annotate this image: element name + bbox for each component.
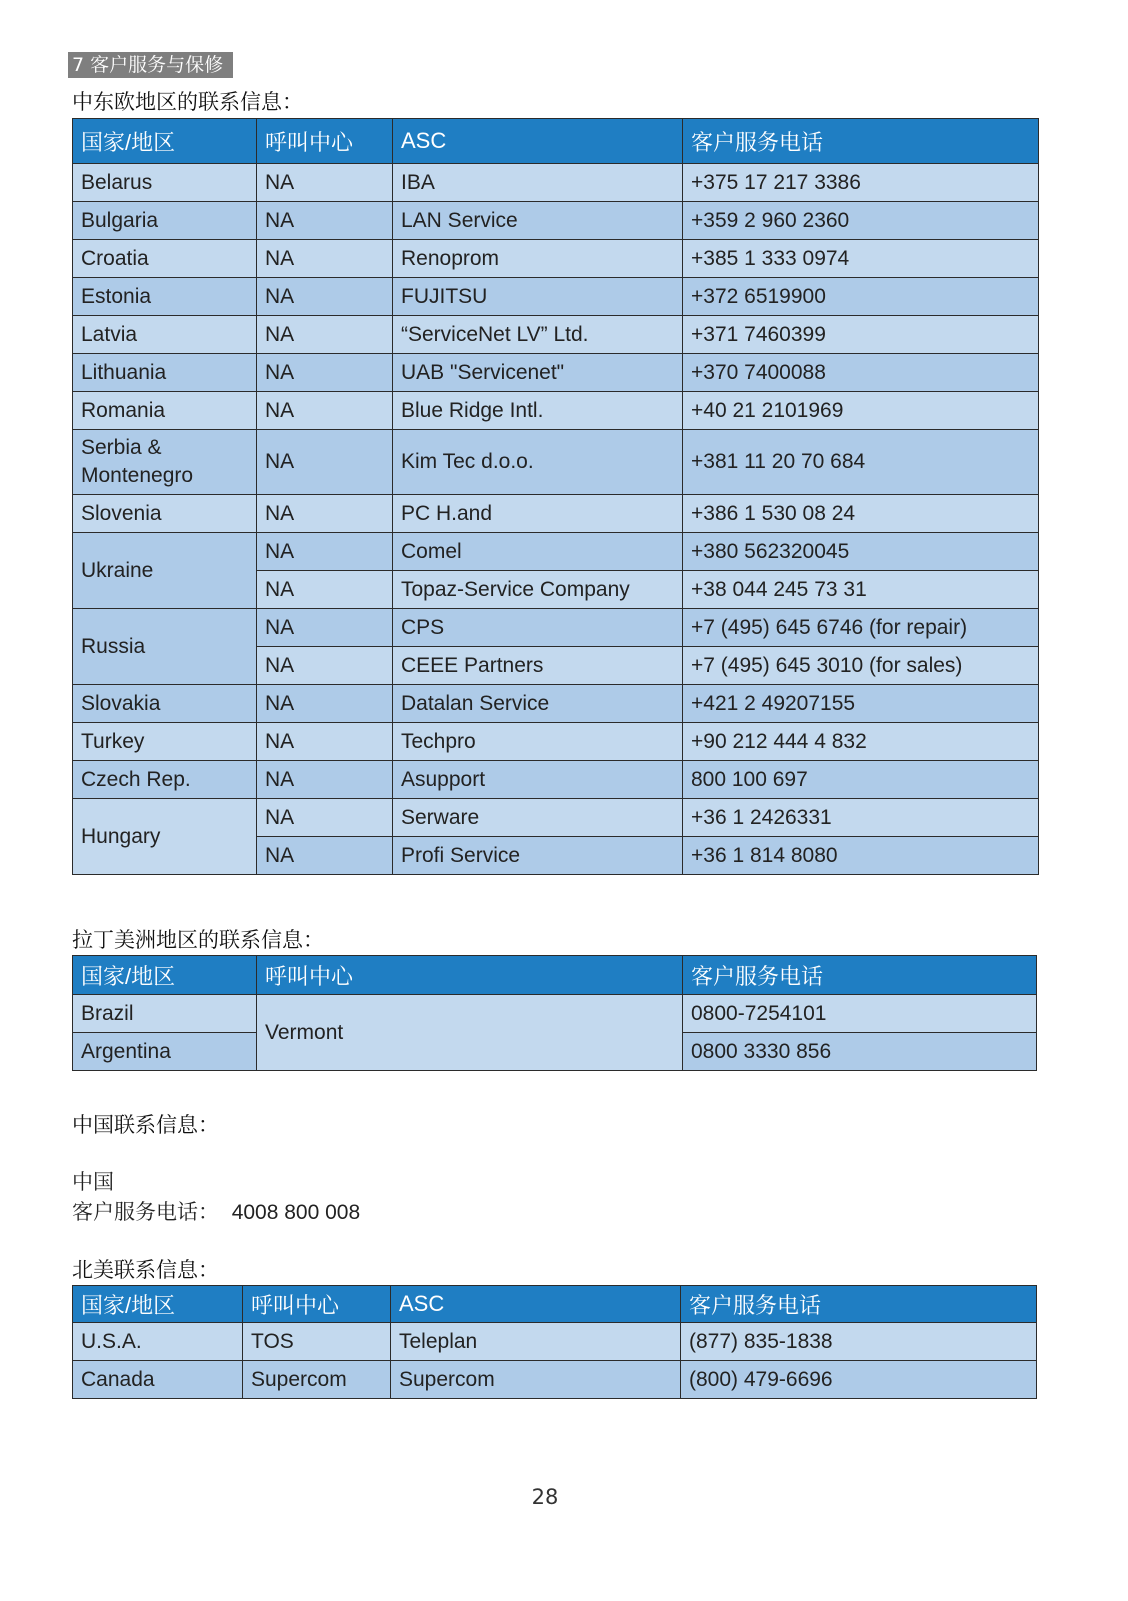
col-header-country: 国家/地区 (73, 1286, 243, 1323)
latam-contact-table (72, 955, 1037, 1071)
table-row (73, 685, 1039, 723)
call-center-cell: Supercom (243, 1361, 391, 1399)
table-row (73, 1361, 1037, 1399)
table-row (73, 316, 1039, 354)
phone-cell: +381 11 20 70 684 (683, 430, 1039, 495)
call-center-cell: TOS (243, 1323, 391, 1361)
phone-cell: +372 6519900 (683, 278, 1039, 316)
call-center-cell: NA (257, 354, 393, 392)
phone-cell: +36 1 814 8080 (683, 837, 1039, 875)
country-cell: Romania (73, 392, 257, 430)
call-center-cell: NA (257, 430, 393, 495)
phone-cell: 0800-7254101 (683, 995, 1037, 1033)
phone-cell: +421 2 49207155 (683, 685, 1039, 723)
phone-cell: 0800 3330 856 (683, 1033, 1037, 1071)
call-center-cell: NA (257, 164, 393, 202)
phone-cell: +359 2 960 2360 (683, 202, 1039, 240)
asc-cell: Datalan Service (393, 685, 683, 723)
asc-cell: Techpro (393, 723, 683, 761)
asc-cell: Renoprom (393, 240, 683, 278)
phone-cell: +371 7460399 (683, 316, 1039, 354)
asc-cell: FUJITSU (393, 278, 683, 316)
phone-cell: (800) 479-6696 (681, 1361, 1037, 1399)
country-cell: Lithuania (73, 354, 257, 392)
asc-cell: Teleplan (391, 1323, 681, 1361)
chapter-tag: 7 客户服务与保修 (68, 52, 233, 78)
col-header-call-center: 呼叫中心 (243, 1286, 391, 1323)
cee-contact-table (72, 118, 1039, 875)
call-center-cell: NA (257, 571, 393, 609)
cee-table-body (73, 164, 1039, 875)
call-center-cell: NA (257, 533, 393, 571)
country-cell: Belarus (73, 164, 257, 202)
asc-cell: Blue Ridge Intl. (393, 392, 683, 430)
phone-cell: +7 (495) 645 6746 (for repair) (683, 609, 1039, 647)
call-center-cell: NA (257, 316, 393, 354)
asc-cell: Topaz-Service Company (393, 571, 683, 609)
col-header-phone: 客户服务电话 (681, 1286, 1037, 1323)
col-header-call-center: 呼叫中心 (257, 119, 393, 164)
table-row (73, 164, 1039, 202)
call-center-cell: NA (257, 392, 393, 430)
china-phone-label: 客户服务电话： (72, 1200, 219, 1224)
table-row (73, 761, 1039, 799)
country-cell: Croatia (73, 240, 257, 278)
cee-section-title: 中东欧地区的联系信息： (72, 90, 303, 114)
country-cell: U.S.A. (73, 1323, 243, 1361)
phone-cell: +385 1 333 0974 (683, 240, 1039, 278)
asc-cell: Asupport (393, 761, 683, 799)
china-section-title: 中国联系信息： (72, 1113, 219, 1137)
table-row (73, 354, 1039, 392)
asc-cell: CPS (393, 609, 683, 647)
phone-cell: +7 (495) 645 3010 (for sales) (683, 647, 1039, 685)
asc-cell: Serware (393, 799, 683, 837)
country-cell: Czech Rep. (73, 761, 257, 799)
asc-cell: Supercom (391, 1361, 681, 1399)
call-center-cell: NA (257, 761, 393, 799)
china-phone-number: 4008 800 008 (231, 1201, 361, 1224)
col-header-country: 国家/地区 (73, 956, 257, 995)
table-row (73, 495, 1039, 533)
na-contact-table (72, 1285, 1037, 1399)
asc-cell: PC H.and (393, 495, 683, 533)
na-header-row (73, 1286, 1037, 1323)
country-cell: Bulgaria (73, 202, 257, 240)
latam-section-title: 拉丁美洲地区的联系信息： (72, 928, 324, 952)
china-phone-line (72, 1196, 360, 1226)
asc-cell: Comel (393, 533, 683, 571)
col-header-asc: ASC (391, 1286, 681, 1323)
latam-header-row (73, 956, 1037, 995)
country-cell: Turkey (73, 723, 257, 761)
call-center-cell: Vermont (257, 995, 683, 1071)
country-cell: Ukraine (73, 533, 257, 609)
country-cell: Hungary (73, 799, 257, 875)
phone-cell: +370 7400088 (683, 354, 1039, 392)
call-center-cell: NA (257, 609, 393, 647)
phone-cell: +380 562320045 (683, 533, 1039, 571)
country-cell: Estonia (73, 278, 257, 316)
col-header-asc: ASC (393, 119, 683, 164)
country-cell: Slovenia (73, 495, 257, 533)
country-cell: Russia (73, 609, 257, 685)
china-country-name: 中国 (72, 1170, 114, 1194)
phone-cell: 800 100 697 (683, 761, 1039, 799)
table-row (73, 533, 1039, 571)
phone-cell: +38 044 245 73 31 (683, 571, 1039, 609)
call-center-cell: NA (257, 202, 393, 240)
table-row (73, 278, 1039, 316)
call-center-cell: NA (257, 240, 393, 278)
call-center-cell: NA (257, 647, 393, 685)
asc-cell: UAB "Servicenet" (393, 354, 683, 392)
country-cell: Canada (73, 1361, 243, 1399)
phone-cell: +36 1 2426331 (683, 799, 1039, 837)
asc-cell: Kim Tec d.o.o. (393, 430, 683, 495)
call-center-cell: NA (257, 837, 393, 875)
table-row (73, 240, 1039, 278)
country-cell: Argentina (73, 1033, 257, 1071)
table-row (73, 202, 1039, 240)
call-center-cell: NA (257, 799, 393, 837)
table-row (73, 609, 1039, 647)
table-row (73, 430, 1039, 495)
col-header-phone: 客户服务电话 (683, 956, 1037, 995)
country-cell: Slovakia (73, 685, 257, 723)
col-header-country: 国家/地区 (73, 119, 257, 164)
asc-cell: Profi Service (393, 837, 683, 875)
call-center-cell: NA (257, 278, 393, 316)
table-row (73, 995, 1037, 1033)
country-cell: Latvia (73, 316, 257, 354)
country-cell: Serbia & Montenegro (73, 430, 257, 495)
table-row (73, 392, 1039, 430)
cee-header-row (73, 119, 1039, 164)
table-row (73, 1323, 1037, 1361)
asc-cell: “ServiceNet LV” Ltd. (393, 316, 683, 354)
phone-cell: +40 21 2101969 (683, 392, 1039, 430)
asc-cell: CEEE Partners (393, 647, 683, 685)
phone-cell: +90 212 444 4 832 (683, 723, 1039, 761)
col-header-phone: 客户服务电话 (683, 119, 1039, 164)
table-row (73, 799, 1039, 837)
asc-cell: LAN Service (393, 202, 683, 240)
na-section-title: 北美联系信息： (72, 1258, 219, 1282)
col-header-call-center: 呼叫中心 (257, 956, 683, 995)
call-center-cell: NA (257, 723, 393, 761)
country-cell: Brazil (73, 995, 257, 1033)
phone-cell: +386 1 530 08 24 (683, 495, 1039, 533)
phone-cell: (877) 835-1838 (681, 1323, 1037, 1361)
phone-cell: +375 17 217 3386 (683, 164, 1039, 202)
asc-cell: IBA (393, 164, 683, 202)
table-row (73, 723, 1039, 761)
call-center-cell: NA (257, 685, 393, 723)
call-center-cell: NA (257, 495, 393, 533)
page-number: 28 (531, 1485, 559, 1509)
